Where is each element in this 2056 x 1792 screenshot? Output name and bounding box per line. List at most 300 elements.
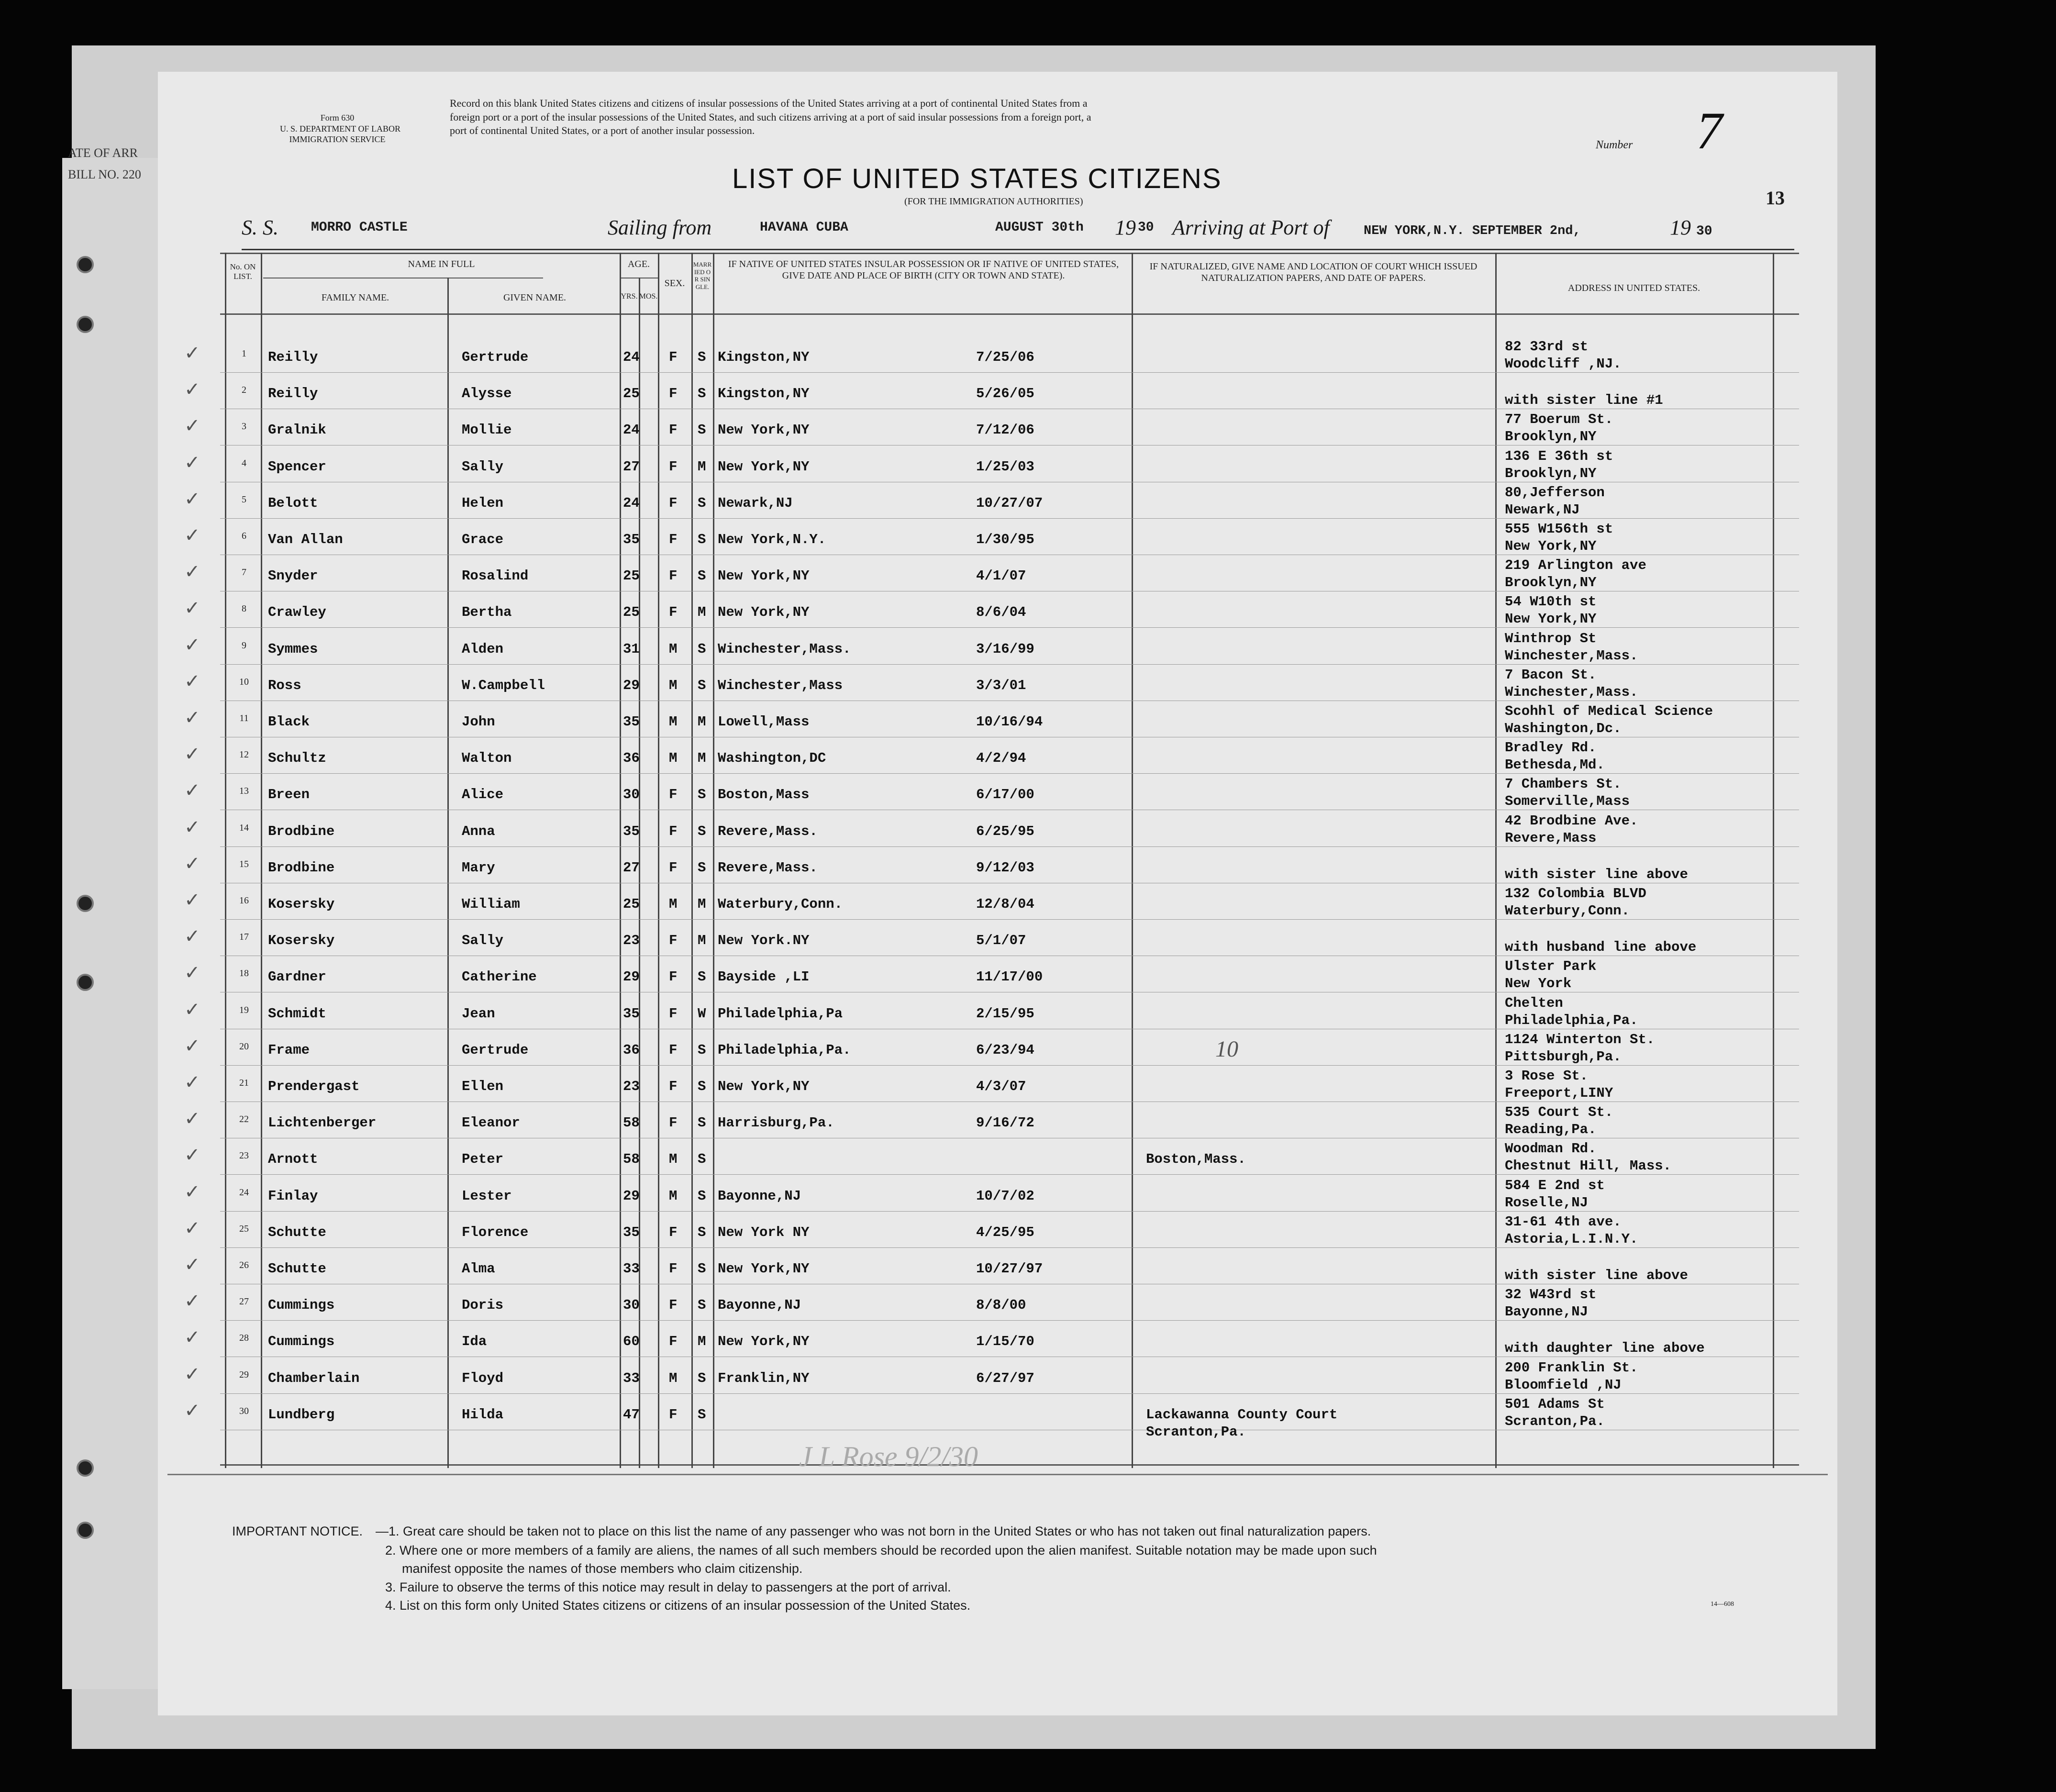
cell-date: 7/12/06 <box>976 422 1034 438</box>
cell-date: 4/1/07 <box>976 568 1026 584</box>
cell-family: Kosersky <box>268 896 335 912</box>
cell-family: Brodbine <box>268 859 335 876</box>
cell-ms: S <box>698 1115 706 1131</box>
cell-place: New York,N.Y. <box>718 532 826 547</box>
cell-date: 6/25/95 <box>976 823 1034 839</box>
punch-hole <box>77 256 94 273</box>
check-mark-icon: ✓ <box>184 743 200 766</box>
cell-no: 6 <box>242 531 246 541</box>
header-birth: IF NATIVE OF UNITED STATES INSULAR POSSESSION OR IF NATIVE OF UNITED STATES, GIVE DATE AND PLACE OF BIRTH (CITY OR TOWN AND STATE). <box>728 259 1119 281</box>
cell-age: 24 <box>623 422 640 438</box>
margin-fragment-2: BILL NO. 220 <box>68 167 141 181</box>
number-label: Number <box>1596 139 1633 151</box>
cell-place: Philadelphia,Pa. <box>718 1042 851 1058</box>
cell-given: Alice <box>462 787 504 803</box>
table-bottom-rule <box>220 1464 1799 1466</box>
cell-given: W.Campbell <box>462 677 545 693</box>
row-rule <box>220 1320 1799 1321</box>
cell-sex: M <box>669 896 678 912</box>
year-prefix: 19 <box>1670 216 1691 239</box>
punch-hole <box>77 1522 94 1539</box>
cell-court: Lackawanna County Court <box>1146 1406 1338 1423</box>
cell-given: Mollie <box>462 422 512 438</box>
cell-ms: S <box>698 422 706 438</box>
cell-no: 8 <box>242 603 246 614</box>
check-mark-icon: ✓ <box>184 488 200 510</box>
cell-age: 24 <box>623 495 640 511</box>
cell-given: Mary <box>462 859 495 876</box>
page-title: LIST OF UNITED STATES CITIZENS <box>732 163 1222 194</box>
voyage-underline <box>242 249 1794 250</box>
cell-age: 60 <box>623 1334 640 1350</box>
cell-given: Alden <box>462 641 504 657</box>
instructions <box>450 97 1091 138</box>
cell-age: 31 <box>623 641 640 657</box>
cell-sex: F <box>669 386 678 402</box>
col-rule <box>658 253 659 1468</box>
cell-place: New York,NY <box>718 568 810 584</box>
cell-place: Washington,DC <box>718 750 826 767</box>
cell-given: Peter <box>462 1151 504 1168</box>
cell-age: 33 <box>623 1261 640 1277</box>
cell-given: Florence <box>462 1224 529 1240</box>
cell-sex: F <box>669 1261 678 1277</box>
cell-addr1: 7 Bacon St. <box>1505 667 1597 683</box>
row-rule <box>220 846 1799 847</box>
check-mark-icon: ✓ <box>184 1035 200 1057</box>
check-mark-icon: ✓ <box>184 1108 200 1130</box>
col-rule <box>447 278 449 1468</box>
cell-place: New York,NY <box>718 422 810 438</box>
header-no: No. ON LIST. <box>230 262 256 281</box>
cell-family: Frame <box>268 1042 310 1058</box>
notice-heading: IMPORTANT NOTICE. <box>232 1524 363 1538</box>
cell-place: Boston,Mass <box>718 787 810 803</box>
depart-date: AUGUST 30th <box>995 220 1084 235</box>
cell-no: 22 <box>239 1114 249 1125</box>
cell-no: 1 <box>242 348 246 359</box>
cell-addr1: 77 Boerum St. <box>1505 412 1613 428</box>
cell-addr2: Woodcliff ,NJ. <box>1505 356 1622 372</box>
cell-age: 29 <box>623 677 640 693</box>
cell-given: Sally <box>462 458 504 475</box>
cell-family: Cummings <box>268 1297 335 1313</box>
cell-ms: M <box>698 604 706 621</box>
cell-sex: F <box>669 823 678 839</box>
handwritten-signature: J L Rose 9/2/30 <box>799 1441 978 1472</box>
cell-no: 29 <box>239 1369 249 1380</box>
cell-addr2: New York,NY <box>1505 538 1597 554</box>
sailing-from-label: Sailing from <box>608 216 712 239</box>
cell-addr2: Bayonne,NJ <box>1505 1304 1589 1320</box>
cell-addr1: 3 Rose St. <box>1505 1068 1589 1084</box>
row-rule <box>220 1393 1799 1394</box>
cell-addr2: Revere,Mass <box>1505 830 1597 846</box>
department-name: U. S. DEPARTMENT OF LABOR <box>280 123 400 134</box>
cell-age: 23 <box>623 933 640 949</box>
cell-family: Ross <box>268 677 301 693</box>
arriving-port: NEW YORK,N.Y. SEPTEMBER 2nd, <box>1364 224 1581 238</box>
punch-hole <box>77 974 94 991</box>
cell-ms: M <box>698 896 706 912</box>
cell-no: 30 <box>239 1405 249 1416</box>
cell-age: 35 <box>623 532 640 547</box>
cell-addr2: Winchester,Mass. <box>1505 684 1638 700</box>
cell-ms: S <box>698 823 706 839</box>
col-rule <box>1773 253 1774 1468</box>
cell-place: Kingston,NY <box>718 386 810 402</box>
col-rule <box>225 253 226 1468</box>
cell-given: Rosalind <box>462 568 529 584</box>
cell-given: Jean <box>462 1005 495 1022</box>
ship-name: MORRO CASTLE <box>311 220 408 235</box>
cell-age: 27 <box>623 458 640 475</box>
check-mark-icon: ✓ <box>184 670 200 692</box>
cell-no: 27 <box>239 1296 249 1307</box>
cell-age: 25 <box>623 386 640 402</box>
header-naturalized: IF NATURALIZED, GIVE NAME AND LOCATION OF COURT WHICH ISSUED NATURALIZATION PAPERS, AND DATE OF PAPERS. <box>1149 261 1478 283</box>
cell-addr2: Bloomfield ,NJ <box>1505 1377 1622 1393</box>
cell-addr1: 31-61 4th ave. <box>1505 1213 1622 1230</box>
ss-label: S. S. <box>242 216 278 239</box>
cell-place: Winchester,Mass. <box>718 641 851 657</box>
depart-year: 30 <box>1138 220 1154 235</box>
cell-ms: S <box>698 1079 706 1094</box>
cell-family: Gralnik <box>268 422 326 438</box>
header-age: AGE. <box>627 259 650 269</box>
cell-age: 35 <box>623 714 640 730</box>
cell-addr2: Waterbury,Conn. <box>1505 903 1630 919</box>
cell-sex: F <box>669 604 678 621</box>
arrive-year: 30 <box>1696 224 1712 239</box>
check-mark-icon: ✓ <box>184 561 200 583</box>
punch-hole <box>77 895 94 912</box>
cell-family: Schmidt <box>268 1005 326 1022</box>
cell-addr2: New York <box>1505 976 1572 992</box>
cell-date: 2/15/95 <box>976 1005 1034 1022</box>
cell-place: New York,NY <box>718 458 810 475</box>
check-mark-icon: ✓ <box>184 1363 200 1385</box>
cell-no: 25 <box>239 1223 249 1234</box>
cell-family: Schutte <box>268 1224 326 1240</box>
cell-addr2: with sister line #1 <box>1505 392 1663 409</box>
cell-no: 9 <box>242 640 246 651</box>
cell-ms: M <box>698 750 706 767</box>
cell-place: New York.NY <box>718 933 810 949</box>
cell-place: Bayonne,NJ <box>718 1188 801 1204</box>
col-rule <box>713 253 714 1468</box>
cell-place: New York,NY <box>718 1334 810 1350</box>
cell-family: Cummings <box>268 1334 335 1350</box>
cell-ms: W <box>698 1005 706 1022</box>
cell-sex: F <box>669 969 678 985</box>
arriving-label: Arriving at Port of <box>1172 216 1330 239</box>
cell-given: Catherine <box>462 969 537 985</box>
cell-age: 58 <box>623 1151 640 1168</box>
cell-place: New York,NY <box>718 1261 810 1277</box>
cell-family: Breen <box>268 787 310 803</box>
cell-no: 17 <box>239 932 249 943</box>
cell-date: 1/15/70 <box>976 1334 1034 1350</box>
cell-addr1: Bradley Rd. <box>1505 740 1597 756</box>
cell-ms: S <box>698 1224 706 1240</box>
cell-sex: M <box>669 750 678 767</box>
cell-no: 2 <box>242 385 246 396</box>
cell-no: 3 <box>242 421 246 432</box>
cell-given: Alysse <box>462 386 512 402</box>
cell-date: 4/25/95 <box>976 1224 1034 1240</box>
cell-ms: S <box>698 495 706 511</box>
cell-sex: M <box>669 1188 678 1204</box>
row-rule <box>220 518 1799 519</box>
cell-age: 30 <box>623 1297 640 1313</box>
cell-date: 9/16/72 <box>976 1115 1034 1131</box>
cell-given: Floyd <box>462 1370 504 1386</box>
cell-no: 13 <box>239 786 249 797</box>
cell-given: Ida <box>462 1334 487 1350</box>
cell-no: 19 <box>239 1004 249 1015</box>
check-mark-icon: ✓ <box>184 1071 200 1093</box>
cell-addr1: Scohhl of Medical Science <box>1505 703 1713 719</box>
header-married: MARRIED OR SINGLE. <box>693 261 712 290</box>
cell-given: William <box>462 896 520 912</box>
cell-place: Harrisburg,Pa. <box>718 1115 834 1131</box>
cell-ms: S <box>698 641 706 657</box>
cell-date: 1/25/03 <box>976 458 1034 475</box>
cell-family: Reilly <box>268 349 318 365</box>
cell-family: Snyder <box>268 568 318 584</box>
cell-addr1: 42 Brodbine Ave. <box>1505 813 1638 829</box>
service-name: IMMIGRATION SERVICE <box>289 134 386 144</box>
row-rule <box>220 372 1799 373</box>
cell-ms: S <box>698 1406 706 1423</box>
cell-family: Reilly <box>268 386 318 402</box>
cell-sex: F <box>669 495 678 511</box>
left-margin-strip <box>62 146 158 1689</box>
cell-addr2: Brooklyn,NY <box>1505 575 1597 591</box>
cell-addr2: Newark,NJ <box>1505 501 1580 518</box>
cell-age: 30 <box>623 787 640 803</box>
check-mark-icon: ✓ <box>184 1254 200 1276</box>
cell-no: 26 <box>239 1260 249 1270</box>
instruction-line: port of continental United States, or a port of another insular possession. <box>450 124 755 137</box>
cell-date: 10/27/97 <box>976 1261 1043 1277</box>
check-mark-icon: ✓ <box>184 1144 200 1167</box>
cell-addr2: with sister line above <box>1505 1268 1688 1283</box>
cell-given: Grace <box>462 532 504 547</box>
cell-date: 1/30/95 <box>976 532 1034 547</box>
check-mark-icon: ✓ <box>184 707 200 729</box>
header-name-group: NAME IN FULL <box>408 259 475 269</box>
check-mark-icon: ✓ <box>184 634 200 656</box>
cell-given: Ellen <box>462 1079 504 1094</box>
cell-addr2: Scranton,Pa. <box>1505 1413 1605 1429</box>
cell-addr1: 136 E 36th st <box>1505 448 1613 464</box>
cell-addr2: New York,NY <box>1505 611 1597 627</box>
check-mark-icon: ✓ <box>184 816 200 838</box>
check-mark-icon: ✓ <box>184 779 200 802</box>
notice-item-2-cont: manifest opposite the names of those members who claim citizenship. <box>402 1561 803 1576</box>
cell-family: Van Allan <box>268 532 343 547</box>
cell-date: 6/27/97 <box>976 1370 1034 1386</box>
punch-hole <box>77 316 94 333</box>
cell-sex: M <box>669 641 678 657</box>
cell-place: Waterbury,Conn. <box>718 896 843 912</box>
cell-ms: S <box>698 532 706 547</box>
cell-family: Finlay <box>268 1188 318 1204</box>
cell-place: New York,NY <box>718 604 810 621</box>
cell-sex: M <box>669 1151 678 1168</box>
cell-date: 8/8/00 <box>976 1297 1026 1313</box>
cell-sex: M <box>669 714 678 730</box>
cell-court: Boston,Mass. <box>1146 1151 1246 1168</box>
cell-addr1: 535 Court St. <box>1505 1104 1613 1121</box>
cell-given: Alma <box>462 1261 495 1277</box>
cell-sex: F <box>669 1406 678 1423</box>
cell-family: Crawley <box>268 604 326 621</box>
cell-addr1: 584 E 2nd st <box>1505 1177 1605 1193</box>
cell-date: 10/7/02 <box>976 1188 1034 1204</box>
cell-place: Bayonne,NJ <box>718 1297 801 1313</box>
handwritten-mark: 10 <box>1215 1036 1238 1062</box>
cell-family: Schutte <box>268 1261 326 1277</box>
cell-no: 16 <box>239 895 249 906</box>
cell-date: 12/8/04 <box>976 896 1034 912</box>
check-mark-icon: ✓ <box>184 415 200 437</box>
cell-no: 12 <box>239 749 249 760</box>
cell-family: Symmes <box>268 641 318 657</box>
cell-given: Sally <box>462 933 504 949</box>
cell-family: Kosersky <box>268 933 335 949</box>
notice-rule <box>167 1474 1828 1475</box>
cell-place: New York,NY <box>718 1079 810 1094</box>
cell-age: 35 <box>623 1224 640 1240</box>
cell-addr1: 1124 Winterton St. <box>1505 1031 1655 1047</box>
cell-sex: F <box>669 1297 678 1313</box>
cell-addr2: Washington,Dc. <box>1505 721 1622 736</box>
cell-no: 14 <box>239 822 249 833</box>
check-mark-icon: ✓ <box>184 889 200 911</box>
cell-place: Revere,Mass. <box>718 859 818 876</box>
table-top-rule <box>220 253 1799 254</box>
row-rule <box>220 1065 1799 1066</box>
cell-given: Lester <box>462 1188 512 1204</box>
cell-place: Winchester,Mass <box>718 677 843 693</box>
cell-place: Bayside ,LI <box>718 969 810 985</box>
row-rule <box>220 773 1799 774</box>
check-mark-icon: ✓ <box>184 1290 200 1313</box>
cell-ms: S <box>698 677 706 693</box>
header-address: ADDRESS IN UNITED STATES. <box>1567 283 1700 293</box>
cell-place: Franklin,NY <box>718 1370 810 1386</box>
cell-addr2: with sister line above <box>1505 866 1688 882</box>
cell-age: 23 <box>623 1079 640 1094</box>
cell-sex: F <box>669 787 678 803</box>
cell-no: 23 <box>239 1150 249 1161</box>
form-number: Form 630 <box>320 113 355 122</box>
cell-addr2: Winchester,Mass. <box>1505 647 1638 664</box>
check-mark-icon: ✓ <box>184 925 200 948</box>
header-sex: SEX. <box>664 278 685 289</box>
col-rule <box>1132 253 1133 1468</box>
cell-addr1: 32 W43rd st <box>1505 1287 1597 1303</box>
cell-no: 28 <box>239 1333 249 1344</box>
cell-ms: S <box>698 349 706 365</box>
cell-no: 15 <box>239 858 249 869</box>
cell-age: 33 <box>623 1370 640 1386</box>
cell-place: New York NY <box>718 1224 810 1240</box>
cell-age: 29 <box>623 969 640 985</box>
cell-addr1: 555 W156th st <box>1505 521 1613 537</box>
cell-age: 36 <box>623 750 640 767</box>
cell-addr1: 7 Chambers St. <box>1505 776 1622 792</box>
cell-family: Lundberg <box>268 1406 335 1423</box>
cell-addr2: Roselle,NJ <box>1505 1194 1589 1211</box>
col-rule <box>261 253 262 1468</box>
col-rule <box>1495 253 1497 1468</box>
cell-family: Prendergast <box>268 1079 360 1094</box>
cell-ms: S <box>698 1370 706 1386</box>
cell-date: 6/23/94 <box>976 1042 1034 1058</box>
cell-ms: S <box>698 1188 706 1204</box>
row-rule <box>220 1211 1799 1212</box>
cell-ms: M <box>698 1334 706 1350</box>
check-mark-icon: ✓ <box>184 1217 200 1239</box>
year-prefix: 19 <box>1115 216 1136 239</box>
cell-addr2: Brooklyn,NY <box>1505 465 1597 481</box>
cell-sex: M <box>669 677 678 693</box>
cell-no: 24 <box>239 1187 249 1198</box>
cell-ms: S <box>698 1151 706 1168</box>
row-rule <box>220 1247 1799 1248</box>
cell-no: 4 <box>242 457 246 468</box>
punch-hole <box>77 1459 94 1477</box>
cell-age: 35 <box>623 823 640 839</box>
cell-sex: F <box>669 422 678 438</box>
check-mark-icon: ✓ <box>184 524 200 546</box>
instruction-line: Record on this blank United States citizens and citizens of insular possessions of the United States arriving at a port of continental United States from a <box>450 97 1088 109</box>
cell-addr2: Philadelphia,Pa. <box>1505 1012 1638 1028</box>
cell-age: 25 <box>623 568 640 584</box>
cell-addr1: 132 Colombia BLVD <box>1505 886 1646 902</box>
check-mark-icon: ✓ <box>184 998 200 1021</box>
notice-item-1: —1. Great care should be taken not to place on this list the name of any passenger who was not born in the United States or who has not taken out final naturalization papers. <box>376 1524 1371 1538</box>
cell-ms: S <box>698 1297 706 1313</box>
cell-date: 10/16/94 <box>976 714 1043 730</box>
cell-date: 7/25/06 <box>976 349 1034 365</box>
check-mark-icon: ✓ <box>184 597 200 620</box>
cell-given: Eleanor <box>462 1115 520 1131</box>
cell-place: Newark,NJ <box>718 495 793 511</box>
cell-given: Walton <box>462 750 512 767</box>
cell-ms: S <box>698 386 706 402</box>
cell-family: Arnott <box>268 1151 318 1168</box>
cell-date: 5/26/05 <box>976 386 1034 402</box>
notice-item-4: 4. List on this form only United States citizens or citizens of an insular possession of the United States. <box>385 1598 971 1613</box>
sailing-from-value: HAVANA CUBA <box>760 220 848 235</box>
cell-no: 5 <box>242 494 246 505</box>
header-given: GIVEN NAME. <box>503 292 567 303</box>
cell-sex: F <box>669 349 678 365</box>
cell-ms: S <box>698 859 706 876</box>
cell-family: Gardner <box>268 969 326 985</box>
cell-no: 20 <box>239 1041 249 1052</box>
cell-family: Black <box>268 714 310 730</box>
cell-age: 47 <box>623 1406 640 1423</box>
check-mark-icon: ✓ <box>184 1326 200 1349</box>
cell-addr1: 54 W10th st <box>1505 594 1597 610</box>
cell-age: 58 <box>623 1115 640 1131</box>
